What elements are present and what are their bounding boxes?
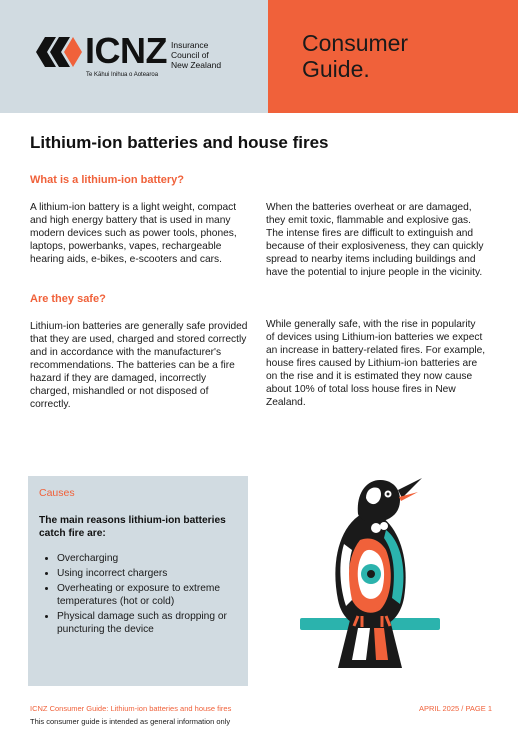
list-item: • Overcharging [57,552,262,565]
list-item: • Overheating or exposure to extreme temperatures (hot or cold) [57,582,262,608]
causes-panel [28,476,248,686]
footer-disclaimer: This consumer guide is intended as general information only [30,717,231,726]
list-item: • Using incorrect chargers [57,567,262,580]
guide-title: Consumer Guide. [302,30,409,82]
tui-bird-illustration [300,470,440,670]
paragraph-rise-in-fires: While generally safe, with the rise in popularity of devices using Lithium-ion batteries we expect an increase in battery-related fires. For example, house fires caused by Lithium-ion batteries are on the rise and it is estimated they now cause about 10% of total loss house fires in New Zealand. [266,319,486,408]
section-body-what-is: A lithium-ion battery is a light weight, compact and high energy battery that is used in many modern devices such as power tools, phones, laptops, powerbanks, vapes, rechargeable hearing aids, e-bikes, e-scooters and cars. [30,202,237,265]
header-title-panel [268,0,518,113]
list-item: • Physical damage such as dropping or puncturing the device [57,610,262,636]
logo-wordmark: ICNZ [85,30,167,71]
paragraph-overheat: When the batteries overheat or are damaged, they emit toxic, flammable and explosive gas. The intense fires are difficult to extinguish and because of their explosiveness, they can quickly spread to nearby items including buildings and have the potential to injure people in the vicinity. [266,202,484,278]
header [0,0,518,113]
header-logo-panel [0,0,268,113]
logo-maori-name: Te Kāhui Inihua o Aotearoa [86,72,159,78]
logo-subtitle: Insurance Council of New Zealand [171,40,222,70]
document-title: Lithium-ion batteries and house fires [30,133,329,152]
causes-lead: The main reasons lithium-ion batteries catch fire are: [39,515,226,539]
section-heading-what-is: What is a lithium-ion battery? [30,174,185,186]
causes-list [39,552,262,638]
causes-heading: Causes [39,487,75,499]
section-body-are-they-safe: Lithium-ion batteries are generally safe provided that they are used, charged and stored correctly and in accordance with the manufacturer's recommendations. The batteries can be a fire hazard if they are damaged, incorrectly charged, mishandled or not disposed of correctly. [30,321,248,410]
footer-page-number: APRIL 2025 / PAGE 1 [419,704,492,713]
icnz-logo-icon [36,37,82,67]
footer-title: ICNZ Consumer Guide: Lithium-ion batteries and house fires [30,704,232,713]
section-heading-are-they-safe: Are they safe? [30,293,106,305]
